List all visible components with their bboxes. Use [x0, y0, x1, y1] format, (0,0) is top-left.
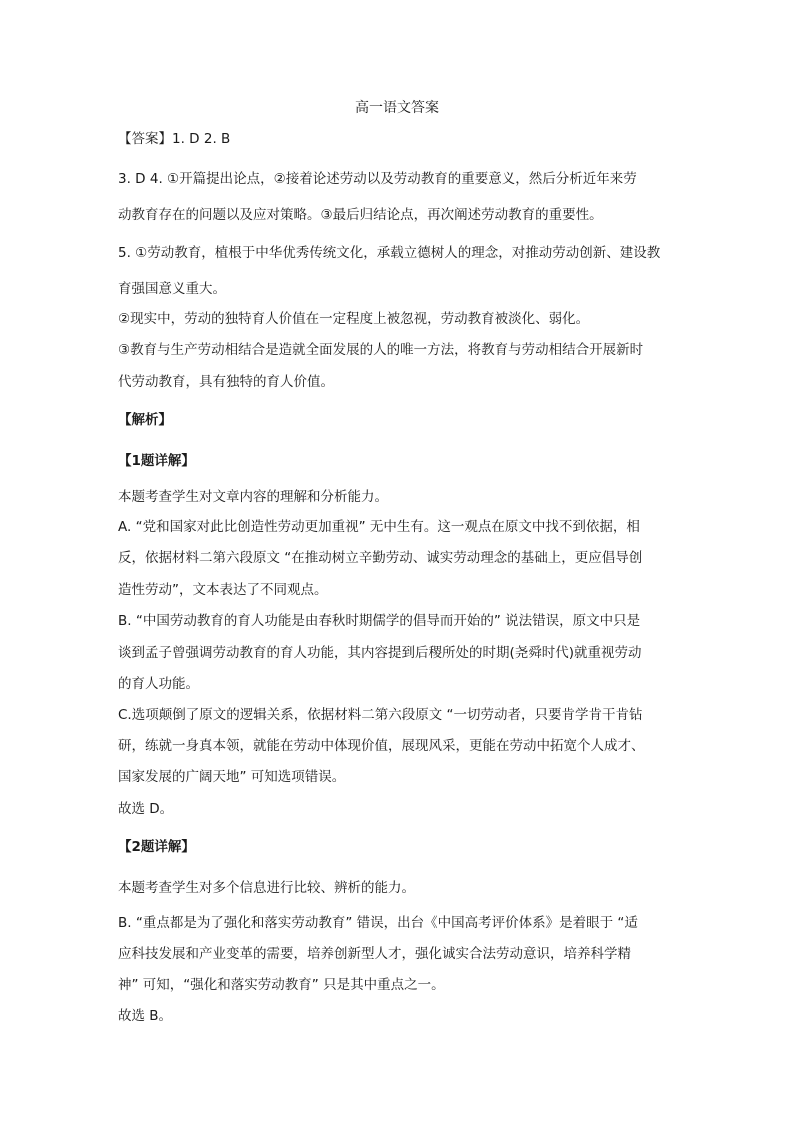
explanation-line: C.选项颠倒了原文的逻辑关系，依据材料二第六段原文 “一切劳动者，只要肯学肯干肯钻 [118, 707, 643, 723]
explanation-line: 本题考查学生对多个信息进行比较、辨析的能力。 [118, 880, 415, 896]
explanation-line: 研，练就一身真本领，就能在劳动中体现价值，展现风采，更能在劳动中拓宽个人成才、 [118, 738, 645, 754]
answer-line: ③教育与生产劳动相结合是造就全面发展的人的唯一方法，将教育与劳动相结合开展新时 [118, 342, 644, 358]
explanation-line: 的育人功能。 [118, 676, 199, 692]
explanation-line: 造性劳动”，文本表达了不同观点。 [118, 582, 328, 598]
explanation-line: 应科技发展和产业变革的需要，培养创新型人才，强化诚实合法劳动意识，培养科学精 [118, 946, 631, 962]
explanation-line: 反，依据材料二第六段原文 “在推动树立辛勤劳动、诚实劳动理念的基础上，更应倡导创 [118, 550, 643, 566]
answer-line: 动教育存在的问题以及应对策略。③最后归结论点，再次阐述劳动教育的重要性。 [118, 207, 603, 223]
section-heading: 【1题详解】 [118, 453, 195, 469]
answer-line: 5. ①劳动教育，植根于中华优秀传统文化，承载立德树人的理念，对推动劳动创新、建设教 [118, 245, 661, 261]
explanation-line: 谈到孟子曾强调劳动教育的育人功能，其内容提到后稷所处的时期(尧舜时代)就重视劳动 [118, 645, 642, 661]
explanation-line: B. “中国劳动教育的育人功能是由春秋时期儒学的倡导而开始的” 说法错误，原文中只是 [118, 613, 641, 629]
explanation-line: 故选 D。 [118, 801, 174, 817]
explanation-line: 国家发展的广阔天地” 可知选项错误。 [118, 769, 346, 785]
explanation-line: 本题考查学生对文章内容的理解和分析能力。 [118, 489, 388, 505]
explanation-line: A. “党和国家对此比创造性劳动更加重视” 无中生有。这一观点在原文中找不到依据，相 [118, 519, 640, 535]
answer-line: 代劳动教育，具有独特的育人价值。 [118, 374, 334, 390]
answer-line: 育强国意义重大。 [118, 281, 226, 297]
section-heading: 【2题详解】 [118, 839, 195, 855]
page-title: 高一语文答案 [355, 100, 439, 116]
section-heading: 【解析】 [118, 412, 172, 428]
answer-line: 【答案】1. D 2. B [118, 131, 231, 147]
answer-line: ②现实中，劳动的独特育人价值在一定程度上被忽视，劳动教育被淡化、弱化。 [118, 311, 590, 327]
answer-line: 3. D 4. ①开篇提出论点，②接着论述劳动以及劳动教育的重要意义，然后分析近年来劳 [118, 171, 637, 187]
explanation-line: 神” 可知，“强化和落实劳动教育” 只是其中重点之一。 [118, 977, 445, 993]
explanation-line: B. “重点都是为了强化和落实劳动教育” 错误，出台《中国高考评价体系》是着眼于 “适 [118, 915, 638, 931]
explanation-line: 故选 B。 [118, 1008, 173, 1024]
